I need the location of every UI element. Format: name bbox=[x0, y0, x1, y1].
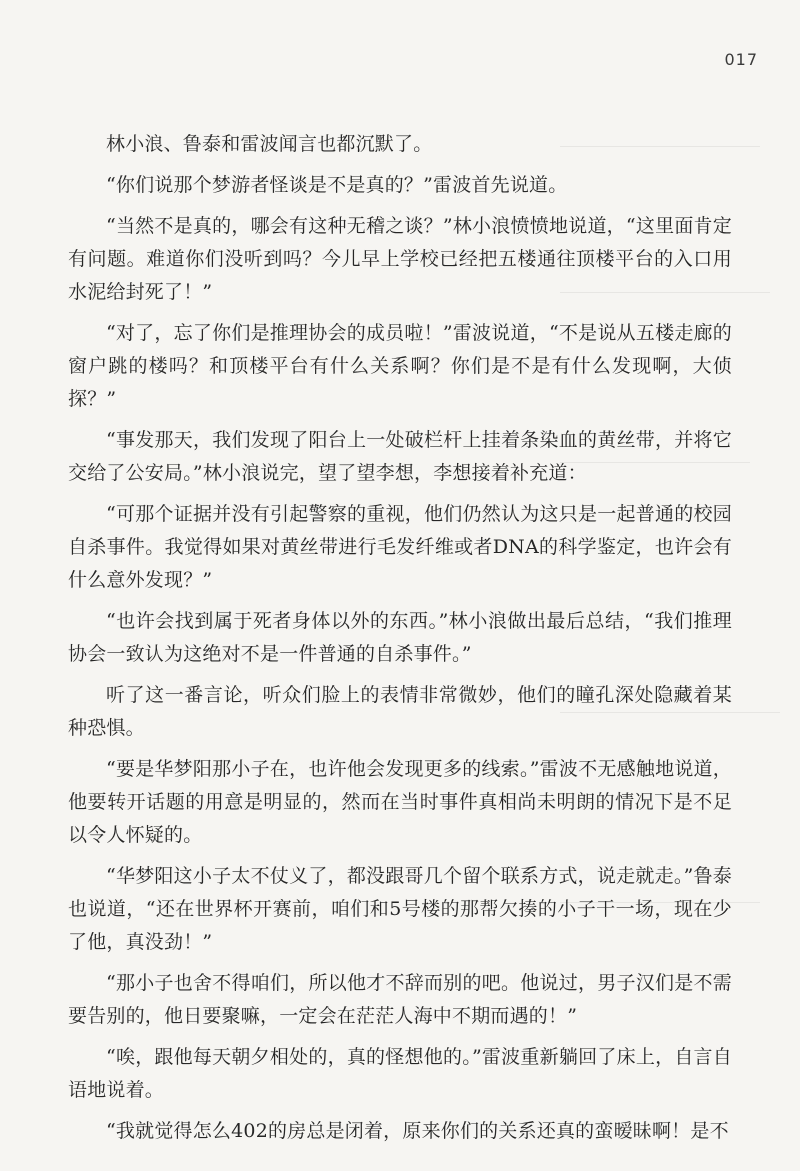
paragraph: “你们说那个梦游者怪谈是不是真的？”雷波首先说道。 bbox=[106, 174, 568, 196]
paragraph: “可那个证据并没有引起警察的重视，他们仍然认为这只是一起普通的校园自杀事件。我觉得如果对黄丝带进行毛发纤维或者DNA的科学鉴定，也许会有什么意外发现？” bbox=[68, 503, 732, 591]
paragraph: “对了，忘了你们是推理协会的成员啦！”雷波说道，“不是说从五楼走廊的窗户跳的楼吗？和顶楼平台有什么关系啊？你们是不是有什么发现啊，大侦探？” bbox=[68, 322, 732, 410]
page-number: 017 bbox=[724, 50, 758, 69]
paragraph: “唉，跟他每天朝夕相处的，真的怪想他的。”雷波重新躺回了床上，自言自语地说着。 bbox=[68, 1046, 732, 1101]
paragraph: “我就觉得怎么402的房总是闭着，原来你们的关系还真的蛮暧昧啊！是不 bbox=[106, 1120, 729, 1142]
paragraph: 听了这一番言论，听众们脸上的表情非常微妙，他们的瞳孔深处隐藏着某种恐惧。 bbox=[68, 684, 732, 739]
paragraph: 林小浪、鲁泰和雷波闻言也都沉默了。 bbox=[106, 133, 433, 155]
paragraph: “华梦阳这小子太不仗义了，都没跟哥几个留个联系方式，说走就走。”鲁泰也说道，“还在世界杯开赛前，咱们和5号楼的那帮欠揍的小子干一场，现在少了他，真没劲！” bbox=[68, 865, 732, 953]
paragraph: “当然不是真的，哪会有这种无稽之谈？”林小浪愤愤地说道，“这里面肯定有问题。难道你们没听到吗？今儿早上学校已经把五楼通往顶楼平台的入口用水泥给封死了！” bbox=[68, 215, 732, 303]
paragraph: “事发那天，我们发现了阳台上一处破栏杆上挂着条染血的黄丝带，并将它交给了公安局。”林小浪说完，望了望李想，李想接着补充道： bbox=[68, 429, 732, 484]
page-body bbox=[68, 128, 732, 1156]
paragraph: “要是华梦阳那小子在，也许他会发现更多的线索。”雷波不无感触地说道，他要转开话题的用意是明显的，然而在当时事件真相尚未明朗的情况下是不足以令人怀疑的。 bbox=[68, 758, 732, 846]
paragraph: “那小子也舍不得咱们，所以他才不辞而别的吧。他说过，男子汉们是不需要告别的，他日要聚嘛，一定会在茫茫人海中不期而遇的！” bbox=[68, 972, 732, 1027]
paragraph: “也许会找到属于死者身体以外的东西。”林小浪做出最后总结，“我们推理协会一致认为这绝对不是一件普通的自杀事件。” bbox=[68, 610, 732, 665]
